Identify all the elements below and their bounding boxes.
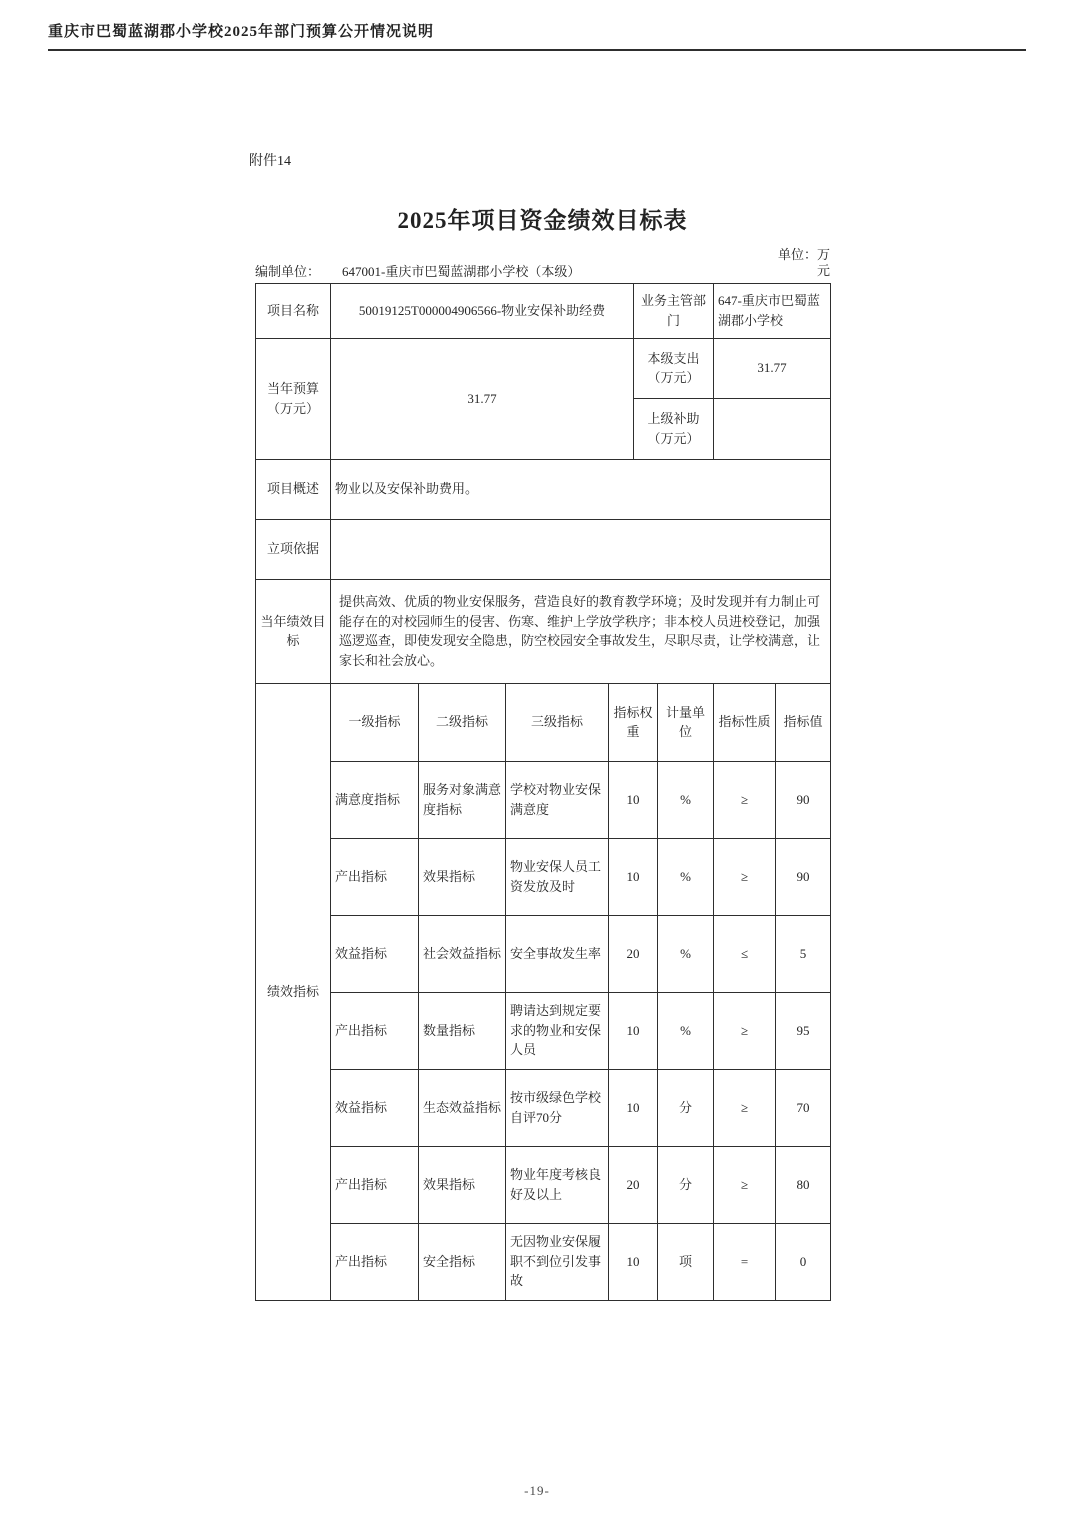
row-goal bbox=[256, 579, 831, 683]
indicator-unit: % bbox=[658, 761, 714, 838]
indicators-label: 绩效指标 bbox=[256, 683, 331, 1300]
indicator-level3: 物业年度考核良好及以上 bbox=[506, 1146, 609, 1223]
row-indicator-header bbox=[256, 683, 831, 761]
indicator-row bbox=[256, 1069, 831, 1146]
row-basis bbox=[256, 519, 831, 579]
row-project-name bbox=[256, 283, 831, 338]
document-header: 重庆市巴蜀蓝湖郡小学校2025年部门预算公开情况说明 bbox=[48, 20, 1026, 51]
indicator-row bbox=[256, 1223, 831, 1300]
row-overview bbox=[256, 459, 831, 519]
indicator-unit: 分 bbox=[658, 1146, 714, 1223]
page-title: 2025年项目资金绩效目标表 bbox=[397, 208, 688, 233]
indicator-level1: 满意度指标 bbox=[331, 761, 419, 838]
indicator-row bbox=[256, 992, 831, 1069]
document-content bbox=[249, 150, 830, 1301]
indicator-level3: 安全事故发生率 bbox=[506, 915, 609, 992]
indicator-weight: 10 bbox=[609, 761, 658, 838]
indicator-nature: ≤ bbox=[714, 915, 776, 992]
indicator-header-unit: 计量单位 bbox=[658, 683, 714, 761]
unit-label: 单位：万元 bbox=[777, 247, 830, 279]
indicator-header-level2: 二级指标 bbox=[419, 683, 506, 761]
indicator-row bbox=[256, 1146, 831, 1223]
indicator-nature: ≥ bbox=[714, 1069, 776, 1146]
indicator-header-value: 指标值 bbox=[776, 683, 831, 761]
indicator-unit: % bbox=[658, 838, 714, 915]
indicator-value: 90 bbox=[776, 761, 831, 838]
prepared-by-label: 编制单位： bbox=[255, 263, 321, 279]
indicator-level1: 效益指标 bbox=[331, 915, 419, 992]
indicator-value: 0 bbox=[776, 1223, 831, 1300]
prepared-by-value: 647001-重庆市巴蜀蓝湖郡小学校（本级） bbox=[342, 263, 581, 279]
indicator-level2: 安全指标 bbox=[419, 1223, 506, 1300]
prepared-by bbox=[255, 261, 580, 280]
budget-label: 当年预算（万元） bbox=[256, 338, 331, 459]
meta-row bbox=[255, 247, 830, 280]
indicator-level3: 无因物业安保履职不到位引发事故 bbox=[506, 1223, 609, 1300]
indicator-value: 90 bbox=[776, 838, 831, 915]
indicator-level2: 数量指标 bbox=[419, 992, 506, 1069]
indicator-header-level1: 一级指标 bbox=[331, 683, 419, 761]
dept-label: 业务主管部门 bbox=[634, 283, 714, 338]
superior-subsidy-label: 上级补助（万元） bbox=[634, 398, 714, 459]
indicator-nature: ≥ bbox=[714, 838, 776, 915]
basis-value bbox=[331, 519, 831, 579]
indicator-unit: % bbox=[658, 915, 714, 992]
indicator-row bbox=[256, 761, 831, 838]
superior-subsidy-value bbox=[714, 398, 831, 459]
indicator-nature: ≥ bbox=[714, 761, 776, 838]
indicator-weight: 20 bbox=[609, 1146, 658, 1223]
indicator-level1: 产出指标 bbox=[331, 1223, 419, 1300]
indicator-header-weight: 指标权重 bbox=[609, 683, 658, 761]
indicator-level1: 效益指标 bbox=[331, 1069, 419, 1146]
indicator-level2: 社会效益指标 bbox=[419, 915, 506, 992]
indicator-level3: 学校对物业安保满意度 bbox=[506, 761, 609, 838]
page-number: -19- bbox=[524, 1483, 550, 1498]
goal-value: 提供高效、优质的物业安保服务，营造良好的教育教学环境；及时发现并有力制止可能存在的对校园师生的侵害、伤寒、维护上学放学秩序；非本校人员进校登记，加强巡逻巡查，即使发现安全隐患，防空校园安全事故发生，尽职尽责，让学校满意，让家长和社会放心。 bbox=[331, 579, 831, 683]
indicator-value: 95 bbox=[776, 992, 831, 1069]
indicator-unit: % bbox=[658, 992, 714, 1069]
indicator-level2: 生态效益指标 bbox=[419, 1069, 506, 1146]
indicator-row bbox=[256, 915, 831, 992]
indicator-level3: 聘请达到规定要求的物业和安保人员 bbox=[506, 992, 609, 1069]
indicator-weight: 20 bbox=[609, 915, 658, 992]
project-name-value: 50019125T000004906566-物业安保补助经费 bbox=[331, 283, 634, 338]
goal-label: 当年绩效目标 bbox=[256, 579, 331, 683]
performance-target-table bbox=[255, 283, 831, 1301]
indicator-value: 70 bbox=[776, 1069, 831, 1146]
indicator-weight: 10 bbox=[609, 1223, 658, 1300]
indicator-level2: 服务对象满意度指标 bbox=[419, 761, 506, 838]
indicator-unit: 项 bbox=[658, 1223, 714, 1300]
indicator-weight: 10 bbox=[609, 838, 658, 915]
local-expense-value: 31.77 bbox=[714, 338, 831, 398]
indicator-nature: ≥ bbox=[714, 1146, 776, 1223]
indicator-level1: 产出指标 bbox=[331, 1146, 419, 1223]
project-name-label: 项目名称 bbox=[256, 283, 331, 338]
indicator-level1: 产出指标 bbox=[331, 838, 419, 915]
overview-label: 项目概述 bbox=[256, 459, 331, 519]
overview-value: 物业以及安保补助费用。 bbox=[331, 459, 831, 519]
local-expense-label: 本级支出（万元） bbox=[634, 338, 714, 398]
indicator-header-level3: 三级指标 bbox=[506, 683, 609, 761]
indicator-header-nature: 指标性质 bbox=[714, 683, 776, 761]
indicator-level1: 产出指标 bbox=[331, 992, 419, 1069]
indicator-level2: 效果指标 bbox=[419, 838, 506, 915]
indicator-value: 5 bbox=[776, 915, 831, 992]
indicator-unit: 分 bbox=[658, 1069, 714, 1146]
indicator-level3: 按市级绿色学校自评70分 bbox=[506, 1069, 609, 1146]
indicator-level3: 物业安保人员工资发放及时 bbox=[506, 838, 609, 915]
dept-value: 647-重庆市巴蜀蓝湖郡小学校 bbox=[714, 283, 831, 338]
indicator-row bbox=[256, 838, 831, 915]
indicator-value: 80 bbox=[776, 1146, 831, 1223]
indicator-level2: 效果指标 bbox=[419, 1146, 506, 1223]
attachment-label: 附件14 bbox=[249, 154, 291, 169]
row-budget-top bbox=[256, 338, 831, 398]
budget-value: 31.77 bbox=[331, 338, 634, 459]
indicator-nature: = bbox=[714, 1223, 776, 1300]
basis-label: 立项依据 bbox=[256, 519, 331, 579]
indicator-weight: 10 bbox=[609, 992, 658, 1069]
indicator-weight: 10 bbox=[609, 1069, 658, 1146]
indicator-nature: ≥ bbox=[714, 992, 776, 1069]
